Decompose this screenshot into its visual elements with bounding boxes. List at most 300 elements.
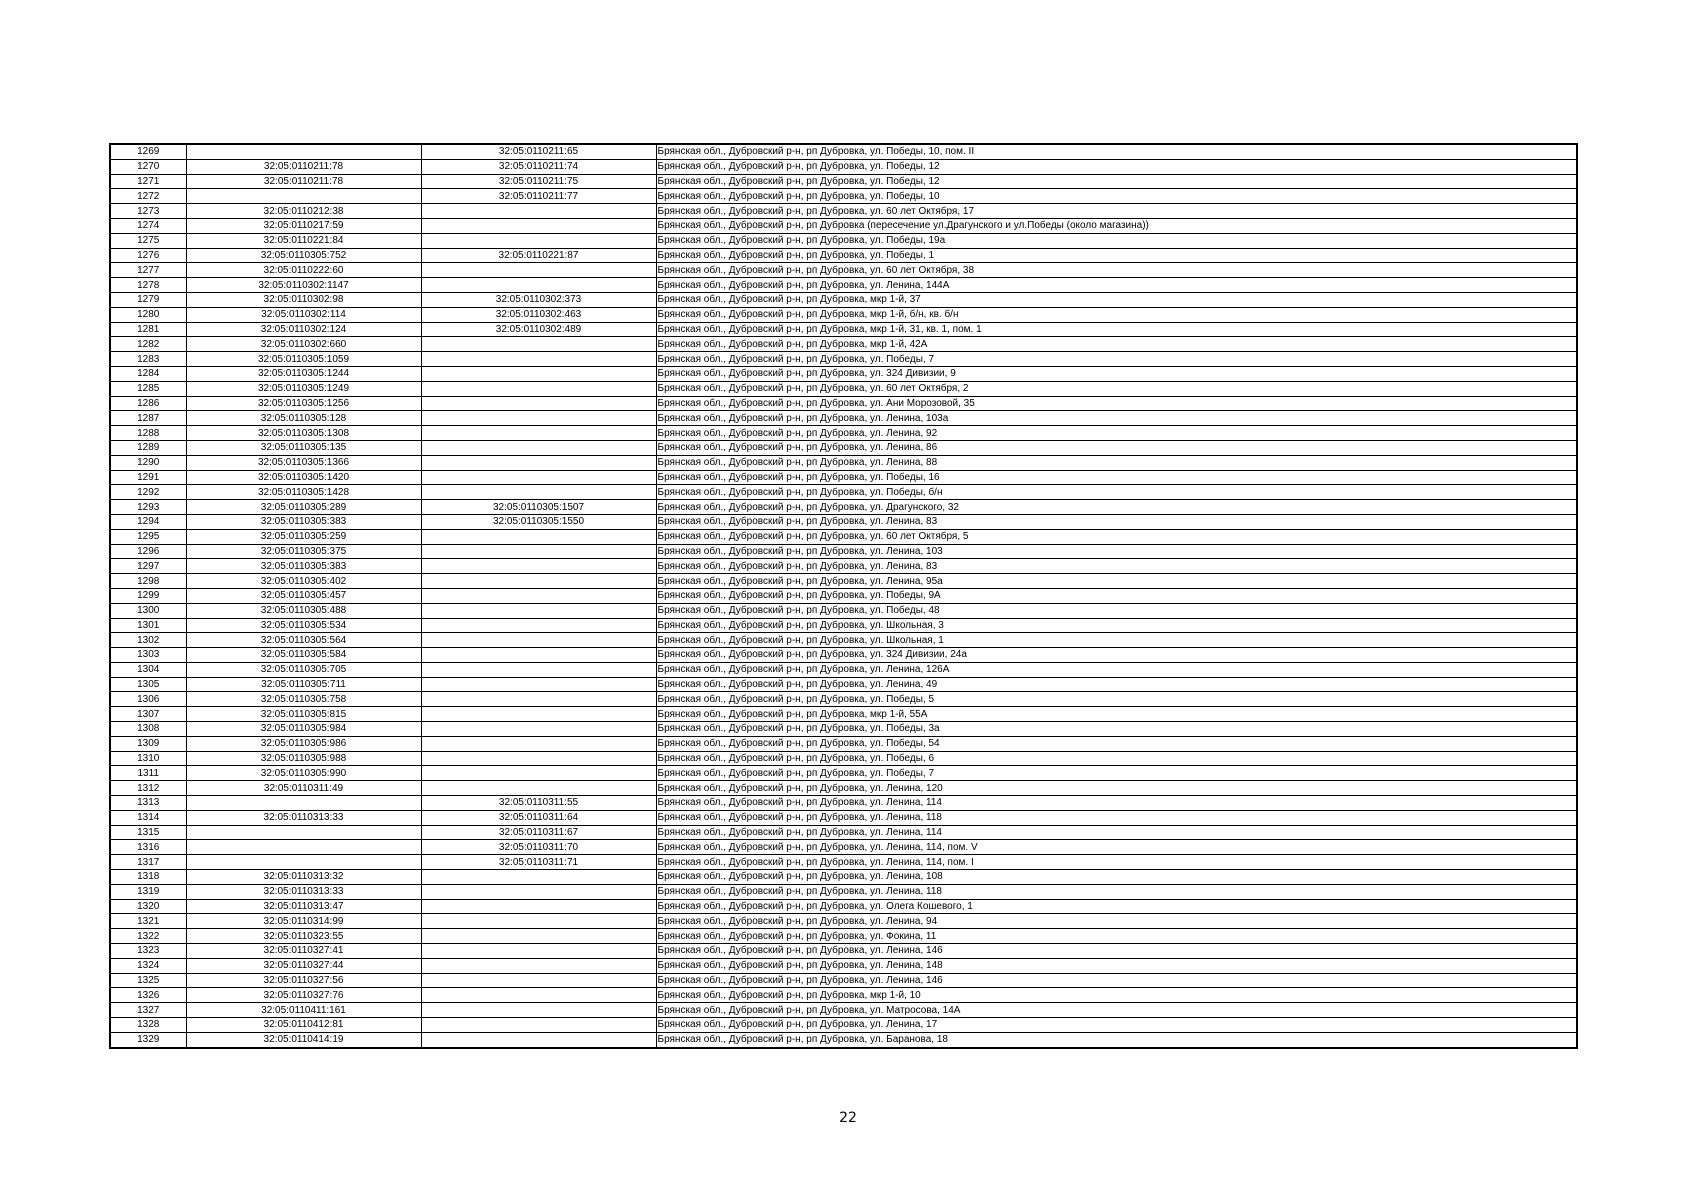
- address-cell: Брянская обл., Дубровский р-н, рп Дубровка, ул. Победы, 7: [656, 352, 1577, 367]
- cadastral-number-object-cell: 32:05:0110311:55: [421, 796, 656, 811]
- cadastral-number-parcel-cell: 32:05:0110302:124: [186, 322, 421, 337]
- row-number-cell: 1273: [110, 204, 186, 219]
- row-number-cell: 1323: [110, 944, 186, 959]
- row-number-cell: 1294: [110, 514, 186, 529]
- row-number-cell: 1278: [110, 278, 186, 293]
- cadastral-number-parcel-cell: 32:05:0110305:1244: [186, 366, 421, 381]
- table-row: [110, 796, 1577, 811]
- table-row: [110, 929, 1577, 944]
- table-row: [110, 914, 1577, 929]
- address-cell: Брянская обл., Дубровский р-н, рп Дубровка, ул. Победы, 48: [656, 603, 1577, 618]
- row-number-cell: 1307: [110, 707, 186, 722]
- cadastral-number-object-cell: 32:05:0110305:1507: [421, 500, 656, 515]
- cadastral-number-parcel-cell: [186, 189, 421, 204]
- table-row: [110, 322, 1577, 337]
- address-cell: Брянская обл., Дубровский р-н, рп Дубровка, ул. Ленина, 83: [656, 514, 1577, 529]
- table-row: [110, 825, 1577, 840]
- cadastral-number-object-cell: 32:05:0110311:70: [421, 840, 656, 855]
- cadastral-number-object-cell: 32:05:0110311:71: [421, 855, 656, 870]
- cadastral-number-parcel-cell: 32:05:0110302:98: [186, 292, 421, 307]
- cadastral-number-parcel-cell: 32:05:0110411:161: [186, 1003, 421, 1018]
- address-table: [109, 143, 1578, 1049]
- table-row: [110, 411, 1577, 426]
- cadastral-number-parcel-cell: 32:05:0110311:49: [186, 781, 421, 796]
- row-number-cell: 1309: [110, 736, 186, 751]
- cadastral-number-object-cell: [421, 988, 656, 1003]
- address-cell: Брянская обл., Дубровский р-н, рп Дубровка, ул. Матросова, 14А: [656, 1003, 1577, 1018]
- cadastral-number-object-cell: 32:05:0110211:65: [421, 144, 656, 159]
- table-row: [110, 870, 1577, 885]
- cadastral-number-parcel-cell: 32:05:0110305:711: [186, 677, 421, 692]
- address-cell: Брянская обл., Дубровский р-н, рп Дубровка, ул. Ленина, 88: [656, 455, 1577, 470]
- address-cell: Брянская обл., Дубровский р-н, рп Дубровка, ул. Победы, 9А: [656, 588, 1577, 603]
- address-cell: Брянская обл., Дубровский р-н, рп Дубровка (пересечение ул.Драгунского и ул.Победы (около магазина)): [656, 218, 1577, 233]
- cadastral-number-object-cell: [421, 781, 656, 796]
- row-number-cell: 1288: [110, 426, 186, 441]
- address-cell: Брянская обл., Дубровский р-н, рп Дубровка, ул. 60 лет Октября, 2: [656, 381, 1577, 396]
- row-number-cell: 1308: [110, 722, 186, 737]
- row-number-cell: 1328: [110, 1018, 186, 1033]
- address-cell: Брянская обл., Дубровский р-н, рп Дубровка, ул. Ленина, 83: [656, 559, 1577, 574]
- table-row: [110, 618, 1577, 633]
- cadastral-number-object-cell: [421, 1003, 656, 1018]
- address-cell: Брянская обл., Дубровский р-н, рп Дубровка, ул. Ленина, 103: [656, 544, 1577, 559]
- cadastral-number-object-cell: 32:05:0110302:463: [421, 307, 656, 322]
- address-cell: Брянская обл., Дубровский р-н, рп Дубровка, ул. Победы, 10, пом. II: [656, 144, 1577, 159]
- address-cell: Брянская обл., Дубровский р-н, рп Дубровка, ул. Школьная, 1: [656, 633, 1577, 648]
- row-number-cell: 1298: [110, 574, 186, 589]
- cadastral-number-object-cell: 32:05:0110211:75: [421, 174, 656, 189]
- cadastral-number-parcel-cell: 32:05:0110313:47: [186, 899, 421, 914]
- cadastral-number-parcel-cell: 32:05:0110212:38: [186, 204, 421, 219]
- cadastral-number-parcel-cell: 32:05:0110305:135: [186, 440, 421, 455]
- row-number-cell: 1293: [110, 500, 186, 515]
- row-number-cell: 1290: [110, 455, 186, 470]
- row-number-cell: 1314: [110, 810, 186, 825]
- cadastral-number-object-cell: [421, 958, 656, 973]
- cadastral-number-parcel-cell: 32:05:0110327:41: [186, 944, 421, 959]
- address-cell: Брянская обл., Дубровский р-н, рп Дубровка, ул. Ленина, 148: [656, 958, 1577, 973]
- cadastral-number-object-cell: [421, 692, 656, 707]
- cadastral-number-parcel-cell: 32:05:0110211:78: [186, 159, 421, 174]
- table-row: [110, 1018, 1577, 1033]
- row-number-cell: 1301: [110, 618, 186, 633]
- cadastral-number-parcel-cell: 32:05:0110305:1059: [186, 352, 421, 367]
- table-row: [110, 884, 1577, 899]
- row-number-cell: 1275: [110, 233, 186, 248]
- address-cell: Брянская обл., Дубровский р-н, рп Дубровка, ул. Ленина, 103а: [656, 411, 1577, 426]
- address-cell: Брянская обл., Дубровский р-н, рп Дубровка, ул. Школьная, 3: [656, 618, 1577, 633]
- cadastral-number-object-cell: [421, 544, 656, 559]
- cadastral-number-object-cell: [421, 411, 656, 426]
- cadastral-number-parcel-cell: 32:05:0110305:1256: [186, 396, 421, 411]
- cadastral-number-object-cell: [421, 352, 656, 367]
- cadastral-number-parcel-cell: 32:05:0110305:1428: [186, 485, 421, 500]
- row-number-cell: 1291: [110, 470, 186, 485]
- address-table-body: [110, 144, 1577, 1048]
- cadastral-number-parcel-cell: 32:05:0110327:56: [186, 973, 421, 988]
- cadastral-number-parcel-cell: 32:05:0110305:383: [186, 514, 421, 529]
- cadastral-number-object-cell: 32:05:0110305:1550: [421, 514, 656, 529]
- cadastral-number-object-cell: [421, 485, 656, 500]
- row-number-cell: 1317: [110, 855, 186, 870]
- cadastral-number-parcel-cell: [186, 796, 421, 811]
- cadastral-number-parcel-cell: 32:05:0110305:1420: [186, 470, 421, 485]
- cadastral-number-object-cell: [421, 440, 656, 455]
- cadastral-number-object-cell: [421, 929, 656, 944]
- cadastral-number-object-cell: 32:05:0110311:67: [421, 825, 656, 840]
- table-row: [110, 470, 1577, 485]
- cadastral-number-object-cell: [421, 263, 656, 278]
- address-cell: Брянская обл., Дубровский р-н, рп Дубровка, ул. Победы, 5: [656, 692, 1577, 707]
- table-row: [110, 248, 1577, 263]
- table-row: [110, 292, 1577, 307]
- row-number-cell: 1287: [110, 411, 186, 426]
- cadastral-number-object-cell: [421, 559, 656, 574]
- cadastral-number-object-cell: 32:05:0110302:373: [421, 292, 656, 307]
- cadastral-number-object-cell: [421, 707, 656, 722]
- cadastral-number-parcel-cell: 32:05:0110412:81: [186, 1018, 421, 1033]
- cadastral-number-object-cell: [421, 529, 656, 544]
- cadastral-number-parcel-cell: 32:05:0110302:1147: [186, 278, 421, 293]
- address-cell: Брянская обл., Дубровский р-н, рп Дубровка, мкр 1-й, 31, кв. 1, пом. 1: [656, 322, 1577, 337]
- table-row: [110, 722, 1577, 737]
- cadastral-number-object-cell: 32:05:0110221:87: [421, 248, 656, 263]
- table-row: [110, 736, 1577, 751]
- cadastral-number-parcel-cell: 32:05:0110305:986: [186, 736, 421, 751]
- row-number-cell: 1304: [110, 662, 186, 677]
- cadastral-number-parcel-cell: 32:05:0110305:457: [186, 588, 421, 603]
- table-row: [110, 559, 1577, 574]
- table-row: [110, 396, 1577, 411]
- address-cell: Брянская обл., Дубровский р-н, рп Дубровка, ул. Победы, 16: [656, 470, 1577, 485]
- cadastral-number-parcel-cell: 32:05:0110305:128: [186, 411, 421, 426]
- cadastral-number-object-cell: [421, 1018, 656, 1033]
- table-row: [110, 603, 1577, 618]
- row-number-cell: 1302: [110, 633, 186, 648]
- row-number-cell: 1324: [110, 958, 186, 973]
- cadastral-number-parcel-cell: 32:05:0110222:60: [186, 263, 421, 278]
- cadastral-number-object-cell: [421, 914, 656, 929]
- cadastral-number-object-cell: [421, 574, 656, 589]
- table-row: [110, 514, 1577, 529]
- address-cell: Брянская обл., Дубровский р-н, рп Дубровка, ул. Ленина, 118: [656, 884, 1577, 899]
- table-row: [110, 810, 1577, 825]
- row-number-cell: 1326: [110, 988, 186, 1003]
- table-row: [110, 381, 1577, 396]
- address-cell: Брянская обл., Дубровский р-н, рп Дубровка, мкр 1-й, 55А: [656, 707, 1577, 722]
- row-number-cell: 1281: [110, 322, 186, 337]
- table-row: [110, 366, 1577, 381]
- row-number-cell: 1289: [110, 440, 186, 455]
- cadastral-number-parcel-cell: 32:05:0110211:78: [186, 174, 421, 189]
- table-row: [110, 144, 1577, 159]
- address-cell: Брянская обл., Дубровский р-н, рп Дубровка, ул. 324 Дивизии, 24а: [656, 648, 1577, 663]
- cadastral-number-parcel-cell: 32:05:0110221:84: [186, 233, 421, 248]
- table-row: [110, 944, 1577, 959]
- address-cell: Брянская обл., Дубровский р-н, рп Дубровка, ул. Победы, 6: [656, 751, 1577, 766]
- address-cell: Брянская обл., Дубровский р-н, рп Дубровка, ул. Победы, б/н: [656, 485, 1577, 500]
- cadastral-number-parcel-cell: 32:05:0110305:534: [186, 618, 421, 633]
- cadastral-number-object-cell: [421, 455, 656, 470]
- row-number-cell: 1319: [110, 884, 186, 899]
- table-row: [110, 278, 1577, 293]
- address-cell: Брянская обл., Дубровский р-н, рп Дубровка, ул. Ани Морозовой, 35: [656, 396, 1577, 411]
- cadastral-number-parcel-cell: 32:05:0110305:815: [186, 707, 421, 722]
- address-cell: Брянская обл., Дубровский р-н, рп Дубровка, мкр 1-й, 42А: [656, 337, 1577, 352]
- cadastral-number-object-cell: [421, 426, 656, 441]
- row-number-cell: 1306: [110, 692, 186, 707]
- table-row: [110, 840, 1577, 855]
- row-number-cell: 1300: [110, 603, 186, 618]
- table-row: [110, 766, 1577, 781]
- cadastral-number-parcel-cell: 32:05:0110305:990: [186, 766, 421, 781]
- table-row: [110, 159, 1577, 174]
- cadastral-number-object-cell: 32:05:0110302:489: [421, 322, 656, 337]
- address-cell: Брянская обл., Дубровский р-н, рп Дубровка, ул. Олега Кошевого, 1: [656, 899, 1577, 914]
- row-number-cell: 1284: [110, 366, 186, 381]
- cadastral-number-parcel-cell: 32:05:0110327:76: [186, 988, 421, 1003]
- row-number-cell: 1320: [110, 899, 186, 914]
- table-row: [110, 485, 1577, 500]
- address-cell: Брянская обл., Дубровский р-н, рп Дубровка, ул. Ленина, 86: [656, 440, 1577, 455]
- address-cell: Брянская обл., Дубровский р-н, рп Дубровка, ул. Ленина, 114: [656, 796, 1577, 811]
- row-number-cell: 1292: [110, 485, 186, 500]
- cadastral-number-parcel-cell: 32:05:0110305:564: [186, 633, 421, 648]
- cadastral-number-parcel-cell: 32:05:0110305:289: [186, 500, 421, 515]
- cadastral-number-object-cell: [421, 677, 656, 692]
- row-number-cell: 1321: [110, 914, 186, 929]
- row-number-cell: 1322: [110, 929, 186, 944]
- table-row: [110, 648, 1577, 663]
- row-number-cell: 1285: [110, 381, 186, 396]
- table-row: [110, 352, 1577, 367]
- table-row: [110, 426, 1577, 441]
- address-cell: Брянская обл., Дубровский р-н, рп Дубровка, ул. Ленина, 114: [656, 825, 1577, 840]
- table-row: [110, 1032, 1577, 1047]
- row-number-cell: 1286: [110, 396, 186, 411]
- cadastral-number-object-cell: [421, 218, 656, 233]
- address-cell: Брянская обл., Дубровский р-н, рп Дубровка, ул. Победы, 3а: [656, 722, 1577, 737]
- address-cell: Брянская обл., Дубровский р-н, рп Дубровка, ул. Фокина, 11: [656, 929, 1577, 944]
- table-row: [110, 781, 1577, 796]
- table-row: [110, 707, 1577, 722]
- table-row: [110, 1003, 1577, 1018]
- cadastral-number-parcel-cell: 32:05:0110305:758: [186, 692, 421, 707]
- cadastral-number-object-cell: [421, 1032, 656, 1047]
- address-cell: Брянская обл., Дубровский р-н, рп Дубровка, ул. 60 лет Октября, 5: [656, 529, 1577, 544]
- address-cell: Брянская обл., Дубровский р-н, рп Дубровка, ул. Ленина, 94: [656, 914, 1577, 929]
- address-cell: Брянская обл., Дубровский р-н, рп Дубровка, ул. Баранова, 18: [656, 1032, 1577, 1047]
- address-cell: Брянская обл., Дубровский р-н, рп Дубровка, ул. Ленина, 126А: [656, 662, 1577, 677]
- cadastral-number-object-cell: [421, 366, 656, 381]
- cadastral-number-parcel-cell: 32:05:0110305:752: [186, 248, 421, 263]
- table-row: [110, 440, 1577, 455]
- table-row: [110, 751, 1577, 766]
- cadastral-number-parcel-cell: 32:05:0110305:705: [186, 662, 421, 677]
- table-row: [110, 633, 1577, 648]
- row-number-cell: 1269: [110, 144, 186, 159]
- cadastral-number-parcel-cell: 32:05:0110313:33: [186, 884, 421, 899]
- cadastral-number-object-cell: [421, 662, 656, 677]
- cadastral-number-parcel-cell: 32:05:0110305:1249: [186, 381, 421, 396]
- row-number-cell: 1272: [110, 189, 186, 204]
- row-number-cell: 1296: [110, 544, 186, 559]
- address-cell: Брянская обл., Дубровский р-н, рп Дубровка, ул. Ленина, 114, пом. V: [656, 840, 1577, 855]
- address-cell: Брянская обл., Дубровский р-н, рп Дубровка, ул. Победы, 54: [656, 736, 1577, 751]
- address-cell: Брянская обл., Дубровский р-н, рп Дубровка, ул. Победы, 10: [656, 189, 1577, 204]
- address-cell: Брянская обл., Дубровский р-н, рп Дубровка, ул. Ленина, 17: [656, 1018, 1577, 1033]
- cadastral-number-parcel-cell: 32:05:0110305:383: [186, 559, 421, 574]
- address-cell: Брянская обл., Дубровский р-н, рп Дубровка, мкр 1-й, б/н, кв. б/н: [656, 307, 1577, 322]
- address-cell: Брянская обл., Дубровский р-н, рп Дубровка, ул. 324 Дивизии, 9: [656, 366, 1577, 381]
- cadastral-number-parcel-cell: 32:05:0110305:988: [186, 751, 421, 766]
- cadastral-number-object-cell: [421, 588, 656, 603]
- row-number-cell: 1313: [110, 796, 186, 811]
- address-cell: Брянская обл., Дубровский р-н, рп Дубровка, ул. Драгунского, 32: [656, 500, 1577, 515]
- cadastral-number-parcel-cell: 32:05:0110305:1308: [186, 426, 421, 441]
- address-cell: Брянская обл., Дубровский р-н, рп Дубровка, ул. Ленина, 118: [656, 810, 1577, 825]
- row-number-cell: 1325: [110, 973, 186, 988]
- row-number-cell: 1318: [110, 870, 186, 885]
- table-row: [110, 544, 1577, 559]
- cadastral-number-parcel-cell: [186, 825, 421, 840]
- row-number-cell: 1327: [110, 1003, 186, 1018]
- table-row: [110, 855, 1577, 870]
- cadastral-number-object-cell: [421, 899, 656, 914]
- row-number-cell: 1277: [110, 263, 186, 278]
- cadastral-number-object-cell: [421, 751, 656, 766]
- table-row: [110, 677, 1577, 692]
- table-row: [110, 500, 1577, 515]
- cadastral-number-parcel-cell: 32:05:0110305:984: [186, 722, 421, 737]
- address-cell: Брянская обл., Дубровский р-н, рп Дубровка, ул. Ленина, 92: [656, 426, 1577, 441]
- table-row: [110, 899, 1577, 914]
- table-row: [110, 692, 1577, 707]
- table-row: [110, 958, 1577, 973]
- page-number: 22: [839, 1110, 857, 1126]
- cadastral-number-object-cell: [421, 870, 656, 885]
- row-number-cell: 1283: [110, 352, 186, 367]
- cadastral-number-parcel-cell: 32:05:0110313:33: [186, 810, 421, 825]
- address-cell: Брянская обл., Дубровский р-н, рп Дубровка, мкр 1-й, 37: [656, 292, 1577, 307]
- address-cell: Брянская обл., Дубровский р-н, рп Дубровка, ул. Ленина, 49: [656, 677, 1577, 692]
- row-number-cell: 1312: [110, 781, 186, 796]
- address-cell: Брянская обл., Дубровский р-н, рп Дубровка, ул. Ленина, 120: [656, 781, 1577, 796]
- address-cell: Брянская обл., Дубровский р-н, рп Дубровка, ул. Ленина, 108: [656, 870, 1577, 885]
- row-number-cell: 1329: [110, 1032, 186, 1047]
- cadastral-number-object-cell: [421, 648, 656, 663]
- cadastral-number-object-cell: [421, 233, 656, 248]
- row-number-cell: 1282: [110, 337, 186, 352]
- table-row: [110, 337, 1577, 352]
- row-number-cell: 1295: [110, 529, 186, 544]
- cadastral-number-object-cell: 32:05:0110311:64: [421, 810, 656, 825]
- cadastral-number-parcel-cell: 32:05:0110302:660: [186, 337, 421, 352]
- cadastral-number-parcel-cell: 32:05:0110217:59: [186, 218, 421, 233]
- row-number-cell: 1297: [110, 559, 186, 574]
- table-row: [110, 588, 1577, 603]
- row-number-cell: 1310: [110, 751, 186, 766]
- address-cell: Брянская обл., Дубровский р-н, рп Дубровка, ул. Победы, 7: [656, 766, 1577, 781]
- cadastral-number-object-cell: [421, 603, 656, 618]
- cadastral-number-parcel-cell: 32:05:0110327:44: [186, 958, 421, 973]
- cadastral-number-parcel-cell: 32:05:0110305:375: [186, 544, 421, 559]
- cadastral-number-object-cell: [421, 766, 656, 781]
- table-row: [110, 662, 1577, 677]
- table-row: [110, 973, 1577, 988]
- table-row: [110, 574, 1577, 589]
- address-cell: Брянская обл., Дубровский р-н, рп Дубровка, ул. Победы, 1: [656, 248, 1577, 263]
- row-number-cell: 1299: [110, 588, 186, 603]
- cadastral-number-parcel-cell: 32:05:0110305:584: [186, 648, 421, 663]
- row-number-cell: 1315: [110, 825, 186, 840]
- address-cell: Брянская обл., Дубровский р-н, рп Дубровка, ул. Победы, 19а: [656, 233, 1577, 248]
- cadastral-number-object-cell: [421, 944, 656, 959]
- table-row: [110, 307, 1577, 322]
- address-cell: Брянская обл., Дубровский р-н, рп Дубровка, ул. 60 лет Октября, 38: [656, 263, 1577, 278]
- cadastral-number-object-cell: 32:05:0110211:77: [421, 189, 656, 204]
- row-number-cell: 1305: [110, 677, 186, 692]
- table-row: [110, 455, 1577, 470]
- cadastral-number-object-cell: [421, 736, 656, 751]
- row-number-cell: 1270: [110, 159, 186, 174]
- cadastral-number-object-cell: [421, 381, 656, 396]
- row-number-cell: 1280: [110, 307, 186, 322]
- table-row: [110, 189, 1577, 204]
- cadastral-number-object-cell: [421, 470, 656, 485]
- table-row: [110, 204, 1577, 219]
- cadastral-number-parcel-cell: 32:05:0110314:99: [186, 914, 421, 929]
- cadastral-number-parcel-cell: 32:05:0110302:114: [186, 307, 421, 322]
- cadastral-number-object-cell: [421, 278, 656, 293]
- address-cell: Брянская обл., Дубровский р-н, рп Дубровка, ул. Ленина, 95а: [656, 574, 1577, 589]
- table-row: [110, 174, 1577, 189]
- cadastral-number-parcel-cell: 32:05:0110305:488: [186, 603, 421, 618]
- address-cell: Брянская обл., Дубровский р-н, рп Дубровка, ул. Ленина, 146: [656, 944, 1577, 959]
- cadastral-number-parcel-cell: 32:05:0110305:402: [186, 574, 421, 589]
- table-row: [110, 263, 1577, 278]
- row-number-cell: 1274: [110, 218, 186, 233]
- cadastral-number-object-cell: [421, 884, 656, 899]
- address-cell: Брянская обл., Дубровский р-н, рп Дубровка, ул. Победы, 12: [656, 174, 1577, 189]
- row-number-cell: 1271: [110, 174, 186, 189]
- cadastral-number-object-cell: [421, 618, 656, 633]
- cadastral-number-parcel-cell: 32:05:0110305:259: [186, 529, 421, 544]
- table-row: [110, 988, 1577, 1003]
- cadastral-number-parcel-cell: [186, 840, 421, 855]
- cadastral-number-object-cell: [421, 722, 656, 737]
- row-number-cell: 1303: [110, 648, 186, 663]
- cadastral-number-object-cell: [421, 973, 656, 988]
- row-number-cell: 1311: [110, 766, 186, 781]
- cadastral-number-parcel-cell: 32:05:0110323:55: [186, 929, 421, 944]
- address-cell: Брянская обл., Дубровский р-н, рп Дубровка, ул. Победы, 12: [656, 159, 1577, 174]
- row-number-cell: 1276: [110, 248, 186, 263]
- cadastral-number-parcel-cell: 32:05:0110305:1366: [186, 455, 421, 470]
- row-number-cell: 1316: [110, 840, 186, 855]
- cadastral-number-object-cell: [421, 633, 656, 648]
- address-cell: Брянская обл., Дубровский р-н, рп Дубровка, ул. 60 лет Октября, 17: [656, 204, 1577, 219]
- cadastral-number-parcel-cell: 32:05:0110414:19: [186, 1032, 421, 1047]
- cadastral-number-object-cell: [421, 396, 656, 411]
- address-cell: Брянская обл., Дубровский р-н, рп Дубровка, ул. Ленина, 146: [656, 973, 1577, 988]
- cadastral-number-object-cell: [421, 204, 656, 219]
- cadastral-number-parcel-cell: 32:05:0110313:32: [186, 870, 421, 885]
- table-row: [110, 218, 1577, 233]
- address-cell: Брянская обл., Дубровский р-н, рп Дубровка, ул. Ленина, 114, пом. I: [656, 855, 1577, 870]
- cadastral-number-object-cell: 32:05:0110211:74: [421, 159, 656, 174]
